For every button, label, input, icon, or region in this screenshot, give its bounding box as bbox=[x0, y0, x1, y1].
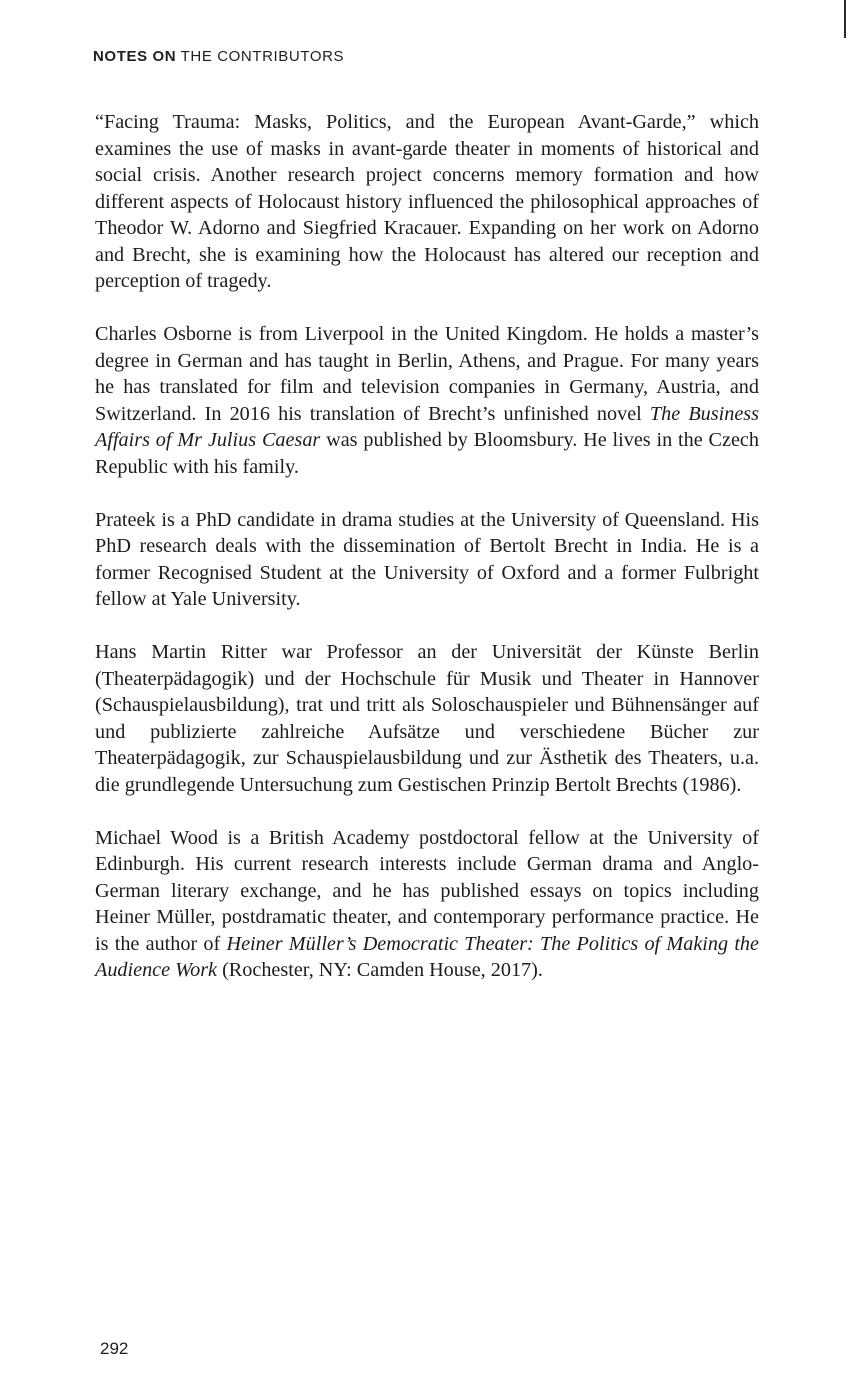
paragraph-trauma-project bbox=[95, 109, 759, 295]
paragraph-prateek bbox=[95, 507, 759, 613]
page-number: 292 bbox=[100, 1339, 129, 1358]
paragraph-hans-martin-ritter bbox=[95, 639, 759, 798]
paragraph-michael-wood bbox=[95, 825, 759, 984]
paragraph-charles-osborne bbox=[95, 321, 759, 480]
running-head bbox=[93, 48, 344, 65]
book-title-italic: Heiner Müller’s Democratic Theater: The Politics of Making the Audience Work bbox=[95, 932, 759, 981]
contributor-notes-body bbox=[95, 109, 759, 984]
page-edge-rule bbox=[844, 0, 846, 38]
text-segment: was published by Bloomsbury. He lives in the Czech Republic with his family. bbox=[95, 429, 759, 478]
book-title-italic: The Business Affairs of Mr Julius Caesar bbox=[95, 402, 760, 451]
text-segment: Charles Osborne is from Liverpool in the United Kingdom. He holds a master’s degree in German and has taught in Berlin, Athens, and Prague. For many years he has translated for film and television companies in Germany, Austria, and Switzerland. In 2016 his translation of Brecht’s unfinished novel bbox=[95, 323, 759, 425]
running-head-rest: THE CONTRIBUTORS bbox=[180, 48, 345, 65]
text-segment: Prateek is a PhD candidate in drama studies at the University of Queensland. His PhD research deals with the dissemination of Bertolt Brecht in India. He is a former Recognised Student at the University of Oxford and a former Fulbright fellow at Yale University. bbox=[95, 508, 759, 610]
text-segment: Michael Wood is a British Academy postdoctoral fellow at the University of Edinburgh. His current research interests include German drama and Anglo-German literary exchange, and he has published essays on topics including Heiner Müller, postdramatic theater, and contemporary performance practice. He is the author of bbox=[95, 826, 759, 955]
running-head-bold: NOTES ON bbox=[93, 48, 177, 65]
text-segment: Hans Martin Ritter war Professor an der Universität der Künste Berlin (Theaterpädagogik) und der Hochschule für Musik und Theater in Hannover (Schauspielausbildung), trat und tritt als Soloschauspieler und Bühnensänger auf und publizierte zahlreiche Aufsätze und verschiedene Bücher zur Theaterpädagogik, zur Schauspielausbildung und zur Ästhetik des Theaters, u.a. die grundlegende Untersuchung zum Gestischen Prinzip Bertolt Brechts (1986). bbox=[95, 641, 759, 796]
text-segment: (Rochester, NY: Camden House, 2017). bbox=[217, 959, 543, 981]
text-segment: “Facing Trauma: Masks, Politics, and the European Avant-Garde,” which examines the use of masks in avant-garde theater in moments of historical and social crisis. Another research project concerns memory formation and how different aspects of Holocaust history influenced the philosophical approaches of Theodor W. Adorno and Siegfried Kracauer. Expanding on her work on Adorno and Brecht, she is examining how the Holocaust has altered our reception and perception of tragedy. bbox=[95, 111, 759, 292]
